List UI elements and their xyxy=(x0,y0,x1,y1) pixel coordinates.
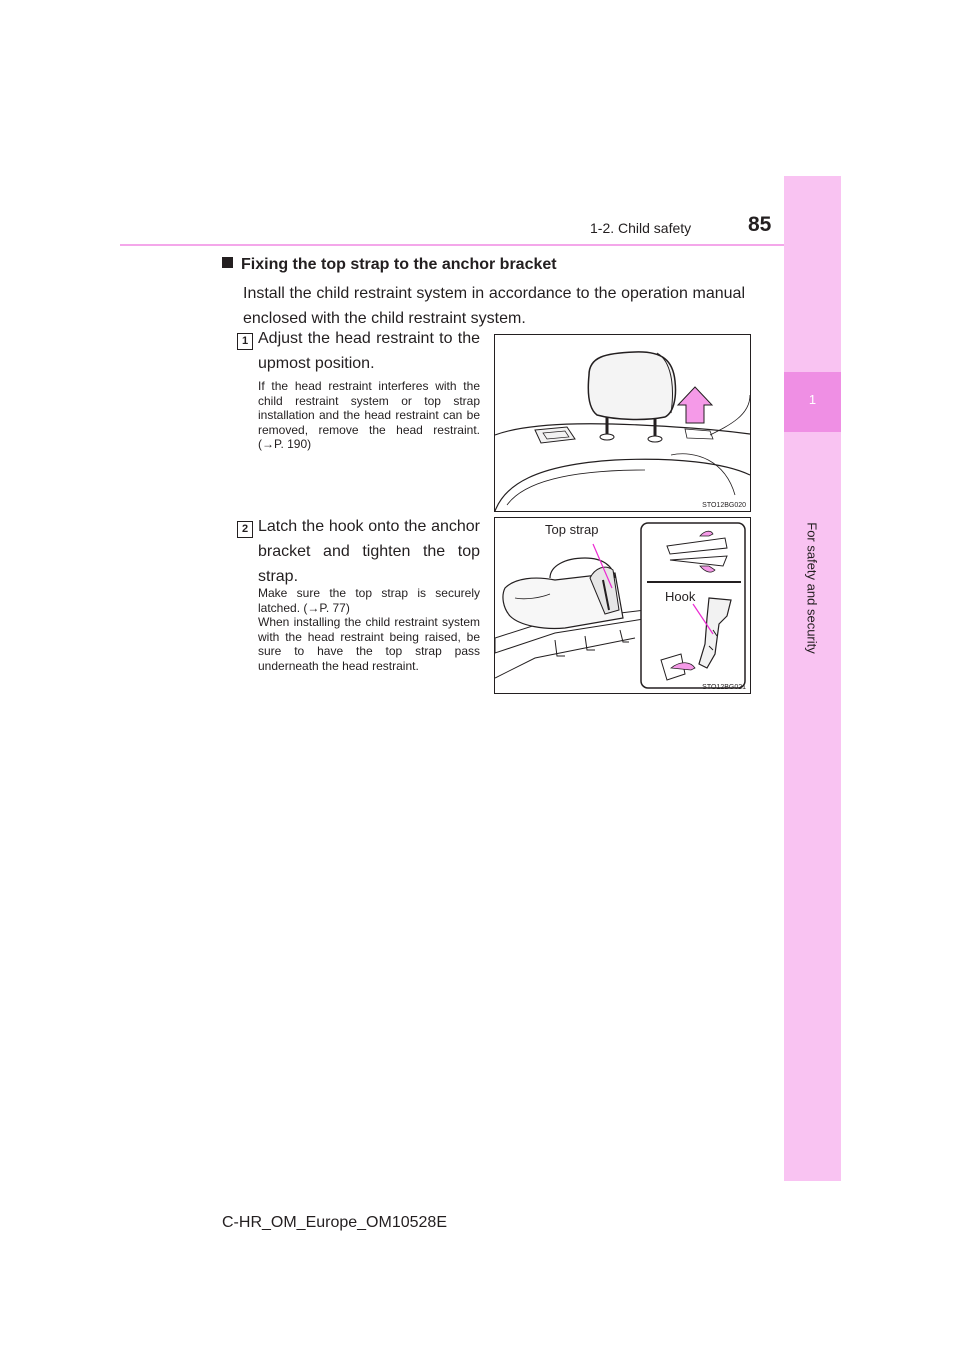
heading-text: Fixing the top strap to the anchor bracket xyxy=(241,256,557,273)
footer-doc-id: C-HR_OM_Europe_OM10528E xyxy=(222,1214,447,1231)
step-1-badge: 1 xyxy=(237,333,253,350)
page-number: 85 xyxy=(748,213,772,236)
label-top-strap: Top strap xyxy=(545,522,599,537)
figure-head-restraint xyxy=(494,334,751,512)
header-rule xyxy=(120,244,784,246)
step-2-note-1: Make sure the top strap is securely latched. (→P. 77) xyxy=(258,586,480,615)
figure-top-strap xyxy=(494,517,751,694)
figure-code-2: STO12BG021 xyxy=(702,684,746,691)
chapter-side-tab xyxy=(784,176,841,1181)
head-restraint-illustration xyxy=(495,335,750,511)
step-1-title: Adjust the head restraint to the upmost position. xyxy=(258,330,480,372)
bullet-square-icon xyxy=(222,257,233,268)
top-strap-illustration xyxy=(495,518,750,693)
intro-paragraph: Install the child restraint system in accordance to the operation manual enclosed with the child restraint system. xyxy=(243,285,745,327)
step-2-title: Latch the hook onto the anchor bracket and tighten the top strap. xyxy=(258,518,480,585)
step-2-note-2: When installing the child restraint system with the head restraint being raised, be sure to have the top strap pass underneath the head restraint. xyxy=(258,615,480,673)
figure-code-1: STO12BG020 xyxy=(702,502,746,509)
subsection-heading xyxy=(222,256,557,274)
chapter-title: For safety and security xyxy=(804,522,820,654)
label-hook: Hook xyxy=(665,589,696,604)
chapter-number: 1 xyxy=(808,392,817,407)
step-1-note: If the head restraint interferes with the child restraint system or top strap installation and the head restraint can be removed, remove the head restraint. (→P. 190) xyxy=(258,379,480,451)
step-2-badge: 2 xyxy=(237,521,253,538)
section-title: 1-2. Child safety xyxy=(590,220,692,236)
